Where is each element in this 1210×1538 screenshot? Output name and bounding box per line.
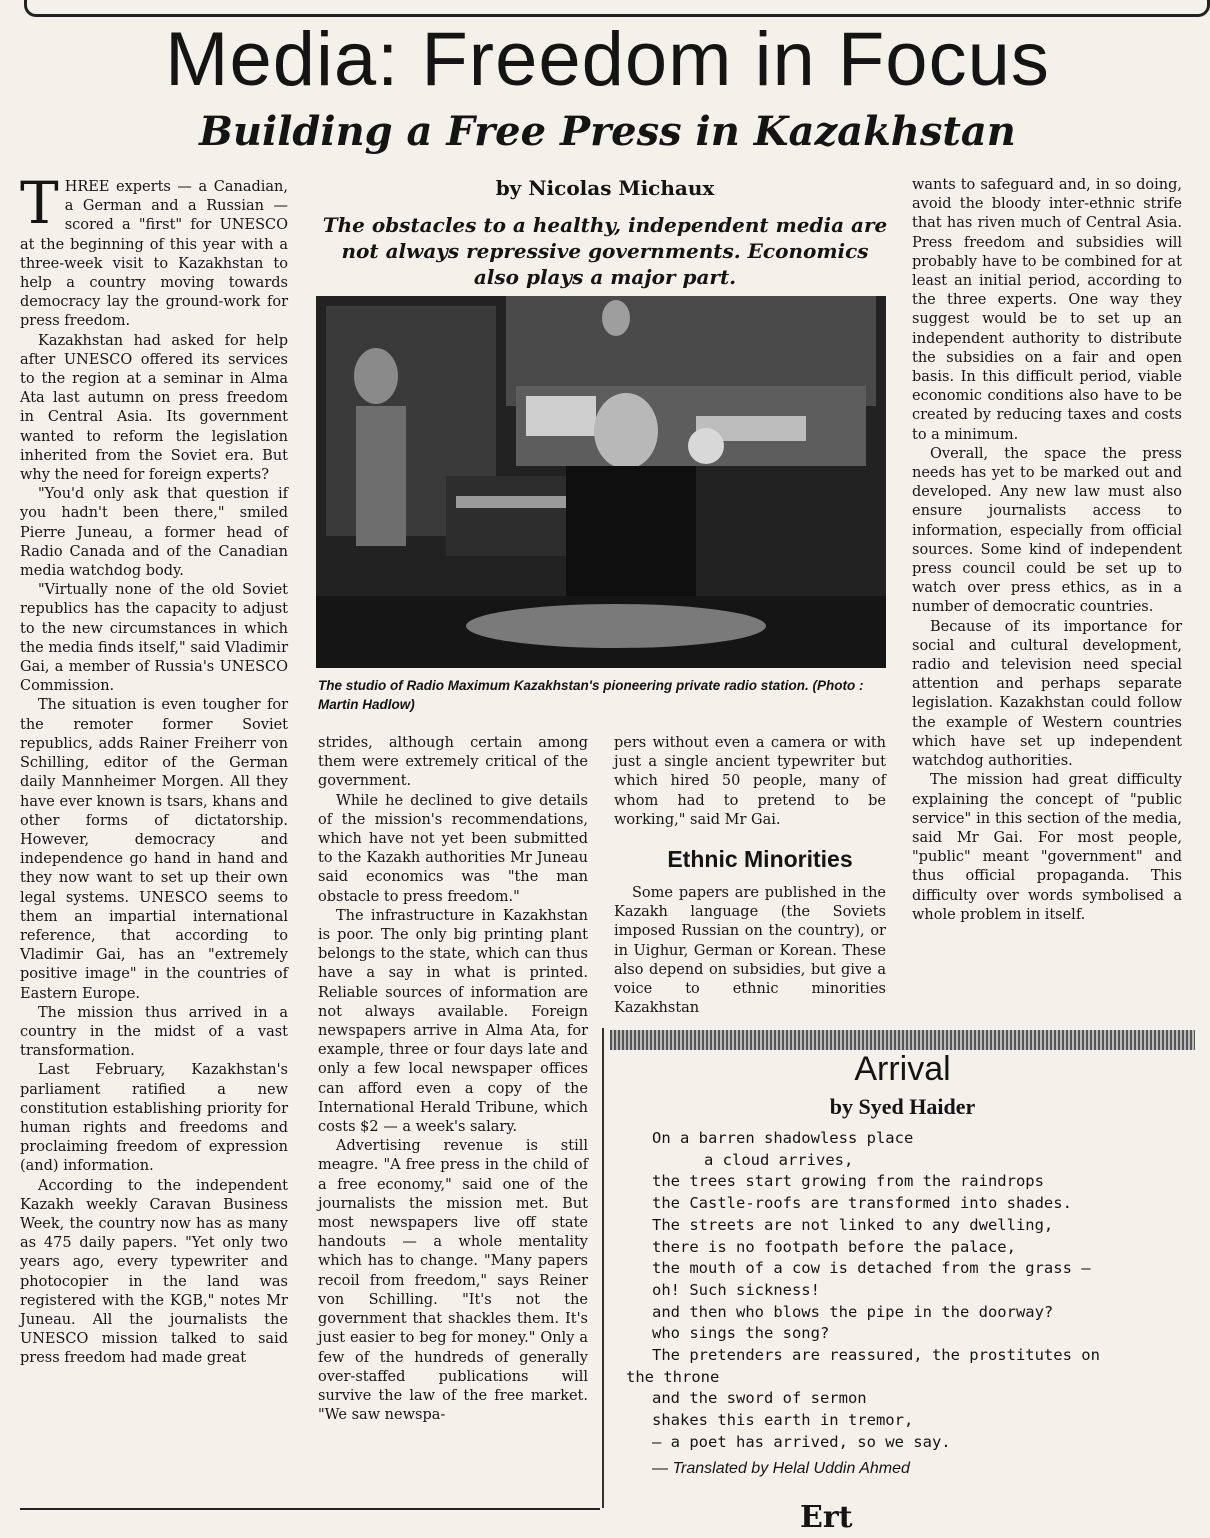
poem-line: there is no footpath before the palace, <box>652 1237 1016 1256</box>
col1-paragraph: "You'd only ask that question if you hadn't been there," smiled Pierre Juneau, a former head of Radio Canada and of the Canadian media watchdog body. <box>20 486 288 580</box>
photo-caption: The studio of Radio Maximum Kazakhstan's pioneering private radio station. (Photo : Martin Hadlow) <box>318 678 864 712</box>
poem-line: The streets are not linked to any dwelling, <box>652 1215 1054 1234</box>
poem-box-rule <box>602 1028 604 1508</box>
poem-line: the Castle-roofs are transformed into shades. <box>652 1194 1072 1213</box>
poem-line: who sings the song? <box>652 1324 830 1343</box>
article-column-2 <box>318 734 588 1508</box>
article-column-4 <box>912 176 1182 1024</box>
poem-line: and the sword of sermon <box>652 1389 867 1408</box>
byline: by Nicolas Michaux <box>495 176 715 200</box>
deck: The obstacles to a healthy, independent media are not always repressive governments. Economics also plays a major part. <box>322 213 888 289</box>
headline: Media: Freedom in Focus <box>165 17 1050 102</box>
poem-line: The pretenders are reassured, the prostitutes on <box>652 1346 1100 1365</box>
poem-line: the throne <box>626 1367 720 1386</box>
article-column-3-top <box>614 734 886 840</box>
col2-paragraph: Advertising revenue is still meagre. "A free press in the child of a free economy," said one of the journalists the mission met. But most newspapers live off state handouts — a whole mentality which has to change. "Many papers recoil from freedom," says Reiner von Schilling. "It's not the government that shackles them. It's just easier to beg for money." Only a few of the hundreds of generally over-staffed publications will survive the law of the free market. "We saw newspa- <box>318 1138 588 1424</box>
col3-paragraph: Some papers are published in the Kazakh language (the Soviets imposed Russian on the country), or in Uighur, German or Korean. These also depend on subsidies, but give a voice to ethnic minorities Kazakhstan <box>614 885 886 1017</box>
poem-line: On a barren shadowless place <box>652 1129 914 1147</box>
poem-body <box>626 1128 1186 1454</box>
section-heading-ethnic-minorities: Ethnic Minorities <box>667 846 853 872</box>
col1-paragraph: Last February, Kazakhstan's parliament ratified a new constitution establishing priority for human rights and freedoms and proclaiming freedom of expression (and) information. <box>20 1062 288 1175</box>
article-column-1 <box>20 169 288 1508</box>
poem-line: a cloud arrives, <box>704 1150 854 1169</box>
next-article-heading-fragment: Ert <box>800 1500 853 1535</box>
col3-paragraph: pers without even a camera or with just a single ancient typewriter but which hired 50 people, many of whom had to pretend to be working," said Mr Gai. <box>614 735 886 828</box>
poem-translator: — Translated by Helal Uddin Ahmed <box>652 1460 910 1477</box>
col1-paragraph: According to the independent Kazakh weekly Caravan Business Week, the country now has as many as 475 daily papers. "Yet only two years ago, every typewriter and photocopier in the land was registered with the KGB," notes Mr Juneau. All the journalists the UNESCO mission talked to said press freedom had made great <box>20 1177 288 1367</box>
poem-line: shakes this earth in tremor, <box>652 1411 914 1430</box>
poem-line: the mouth of a cow is detached from the grass — <box>652 1259 1091 1278</box>
col4-paragraph: Overall, the space the press needs has yet to be marked out and developed. Any new law must also ensure journalists access to information, especially from official sources. Some kind of independent press council could be set up to watch over press ethics, as in a number of democratic countries. <box>912 445 1182 616</box>
poem-line: the trees start growing from the raindrops <box>652 1172 1044 1191</box>
col1-paragraph: The mission thus arrived in a country in the midst of a vast transformation. <box>20 1004 288 1060</box>
col2-paragraph: strides, although certain among them were extremely critical of the government. <box>318 735 588 790</box>
studio-photo <box>316 296 886 668</box>
poem-title: Arrival <box>854 1050 951 1088</box>
bottom-rule <box>20 1508 600 1510</box>
studio-photo-image <box>316 296 886 668</box>
col1-paragraph: The situation is even tougher for the remoter former Soviet republics, adds Rainer Freiherr von Schilling, editor of the German daily Mannheimer Morgen. All they have ever known is tsars, khans and other forms of dictatorship. However, democracy and independence go hand in hand and they now want to set up their own legal systems. UNESCO seems to them an impartial international reference, that according to Vladimir Gai, has an "extremely positive image" in the countries of Eastern Europe. <box>20 697 288 1002</box>
col1-paragraph: "Virtually none of the old Soviet republics has the capacity to adjust to the new circumstances in which the media finds itself," said Vladimir Gai, a member of Russia's UNESCO Commission. <box>20 582 288 695</box>
article-column-3-bottom <box>614 884 886 1024</box>
subheadline: Building a Free Press in Kazakhstan <box>199 108 1016 155</box>
poem-line: oh! Such sickness! <box>652 1280 820 1299</box>
col1-paragraph: Kazakhstan had asked for help after UNESCO offered its services to the region at a seminar in Alma Ata last autumn on press freedom in Central Asia. Its government wanted to reform the legislation inherited from the Soviet era. But why the need for foreign experts? <box>20 332 288 484</box>
poem-line: and then who blows the pipe in the doorway? <box>652 1302 1054 1321</box>
col2-paragraph: The infrastructure in Kazakhstan is poor. The only big printing plant belongs to the state, which can thus have a say in what is printed. Reliable sources of information are not always available. Foreign newspapers arrive in Alma Ata, for example, three or four days late and only a few local newspaper offices can afford even a copy of the International Herald Tribune, which costs $2 — a week's salary. <box>318 907 588 1136</box>
col4-paragraph: The mission had great difficulty explaining the concept of "public service" in this section of the media, said Mr Gai. For most people, "public" meant "government" and thus official propaganda. This difficulty over words symbolised a whole problem in itself. <box>912 772 1182 923</box>
poem-line: — a poet has arrived, so we say. <box>652 1432 951 1451</box>
poem-author: by Syed Haider <box>829 1094 976 1119</box>
poem-box-divider <box>610 1030 1195 1050</box>
col4-paragraph: Because of its importance for social and cultural development, radio and television need special attention and perhaps separate legislation. Kazakhstan could follow the example of Western countries which have set up independent watchdog authorities. <box>912 618 1182 770</box>
col4-paragraph: wants to safeguard and, in so doing, avoid the bloody inter-ethnic strife that has riven much of Central Asia. Press freedom and subsidies will probably have to be combined for at least an initial period, according to the three experts. One way they suggest would be to set up an independent authority to distribute the subsidies on a fair and open basis. In this difficult period, viable economic conditions also have to be created by reducing taxes and costs to a minimum. <box>912 177 1182 443</box>
col1-paragraph: THREE experts — a Canadian, a German and a Russian — scored a "first" for UNESCO at the beginning of this year with a three-week visit to Kazakhstan to help a country moving towards democracy lay the ground-work for press freedom. <box>20 169 288 330</box>
col2-paragraph: While he declined to give details of the mission's recommendations, which have not yet been submitted to the Kazakh authorities Mr Juneau said economics was "the man obstacle to press freedom." <box>318 792 588 905</box>
drop-cap: T <box>20 169 59 237</box>
